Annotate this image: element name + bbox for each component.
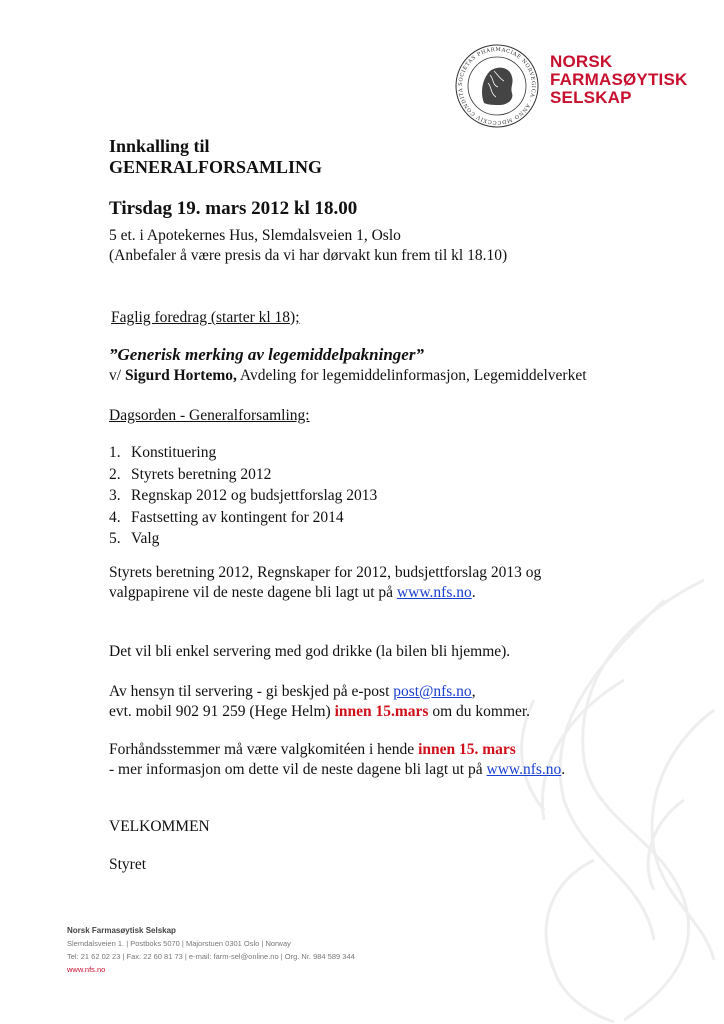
rsvp-line-2-suffix: om du kommer. bbox=[428, 703, 531, 720]
agenda-item-text: Regnskap 2012 og budsjettforslag 2013 bbox=[131, 487, 378, 504]
proxy-line-2 bbox=[109, 761, 565, 779]
proxy-line-1-text: Forhåndsstemmer må være valgkomitéen i hende bbox=[109, 741, 419, 758]
rsvp-line-1-suffix: , bbox=[471, 683, 476, 700]
watermark-ornament bbox=[424, 560, 724, 1024]
email-link[interactable]: post@nfs.no bbox=[393, 683, 472, 700]
agenda-list bbox=[109, 442, 377, 550]
event-note: (Anbefaler å være presis da vi har dørvakt kun frem til kl 18.10) bbox=[109, 247, 508, 264]
agenda-item-number: 3. bbox=[109, 487, 121, 504]
agenda-item-number: 2. bbox=[109, 465, 121, 483]
rsvp-line-1 bbox=[109, 683, 476, 701]
agenda-item bbox=[109, 442, 377, 464]
lecture-speaker-line bbox=[109, 367, 587, 385]
serving-text: Det vil bli enkel servering med god drikke (la bilen bli hjemme). bbox=[109, 643, 511, 660]
agenda-item-text: Konstituering bbox=[131, 444, 217, 461]
footer-website[interactable]: www.nfs.no bbox=[67, 965, 106, 974]
docs-line-2 bbox=[109, 584, 476, 602]
proxy-deadline: innen 15. mars bbox=[418, 741, 516, 758]
proxy-line-1 bbox=[109, 741, 516, 759]
lecture-by-prefix: v/ bbox=[109, 367, 125, 384]
heading-line-2: GENERALFORSAMLING bbox=[109, 157, 323, 177]
lecture-title: ”Generisk merking av legemiddelpakninger” bbox=[109, 345, 424, 364]
seal-text: SOCIETAS PHARMACIAE NORVEGICA · ANNO MDCCCXIV CONDITA bbox=[457, 46, 537, 126]
lecture-affiliation: Avdeling for legemiddelinformasjon, Legemiddelverket bbox=[236, 367, 587, 384]
docs-line-2-suffix: . bbox=[471, 584, 476, 601]
agenda-item-text: Styrets beretning 2012 bbox=[131, 465, 272, 483]
agenda-item-number: 4. bbox=[109, 508, 121, 526]
rsvp-line-2-text: evt. mobil 902 91 259 (Hege Helm) bbox=[109, 703, 335, 720]
agenda-item-number: 5. bbox=[109, 530, 121, 547]
closing-signature: Styret bbox=[109, 856, 147, 873]
nfs-website-link-2[interactable]: www.nfs.no bbox=[486, 761, 562, 778]
footer-org: Norsk Farmasøytisk Selskap bbox=[67, 926, 176, 935]
event-datetime: Tirsdag 19. mars 2012 kl 18.00 bbox=[109, 198, 358, 219]
footer-address: Slemdalsveien 1. | Postboks 5070 | Majorstuen 0301 Oslo | Norway bbox=[67, 939, 291, 948]
logo-line-3: SELSKAP bbox=[550, 88, 632, 107]
agenda-item-text: Fastsetting av kontingent for 2014 bbox=[131, 508, 344, 526]
logo-line-2: FARMASØYTISK bbox=[550, 70, 688, 89]
proxy-line-2-suffix: . bbox=[561, 761, 566, 778]
rsvp-deadline: innen 15.mars bbox=[334, 703, 429, 720]
agenda-item bbox=[109, 464, 377, 486]
lecture-speaker: Sigurd Hortemo, bbox=[124, 367, 237, 384]
heading-line-1: Innkalling til bbox=[109, 136, 210, 156]
docs-line-2-text: valgpapirene vil de neste dagene bli lagt ut på bbox=[109, 584, 397, 601]
event-location: 5 et. i Apotekernes Hus, Slemdalsveien 1, Oslo bbox=[109, 227, 401, 244]
docs-line-1: Styrets beretning 2012, Regnskaper for 2012, budsjettforslag 2013 og bbox=[109, 564, 542, 581]
agenda-item bbox=[109, 507, 377, 529]
agenda-item-text: Valg bbox=[131, 530, 160, 547]
agenda-item bbox=[109, 528, 377, 550]
agenda-title: Dagsorden - Generalforsamling: bbox=[109, 407, 310, 424]
rsvp-line-2 bbox=[109, 703, 530, 721]
agenda-item bbox=[109, 485, 377, 507]
agenda-item-number: 1. bbox=[109, 444, 121, 461]
nfs-website-link[interactable]: www.nfs.no bbox=[396, 584, 472, 601]
logo-line-1: NORSK bbox=[550, 52, 613, 71]
society-seal-logo bbox=[454, 43, 540, 129]
society-logo-wordmark bbox=[550, 53, 687, 107]
closing-welcome: VELKOMMEN bbox=[109, 818, 210, 835]
lecture-label: Faglig foredrag (starter kl 18); bbox=[111, 309, 300, 326]
proxy-line-2-text: - mer informasjon om dette vil de neste dagene bli lagt ut på bbox=[109, 761, 487, 778]
rsvp-line-1-text: Av hensyn til servering - gi beskjed på e-post bbox=[109, 683, 394, 700]
footer-contact: Tel: 21 62 02 23 | Fax: 22 60 81 73 | e-mail: farm-sel@online.no | Org. Nr. 984 589 344 bbox=[67, 952, 355, 961]
footer bbox=[67, 924, 355, 976]
